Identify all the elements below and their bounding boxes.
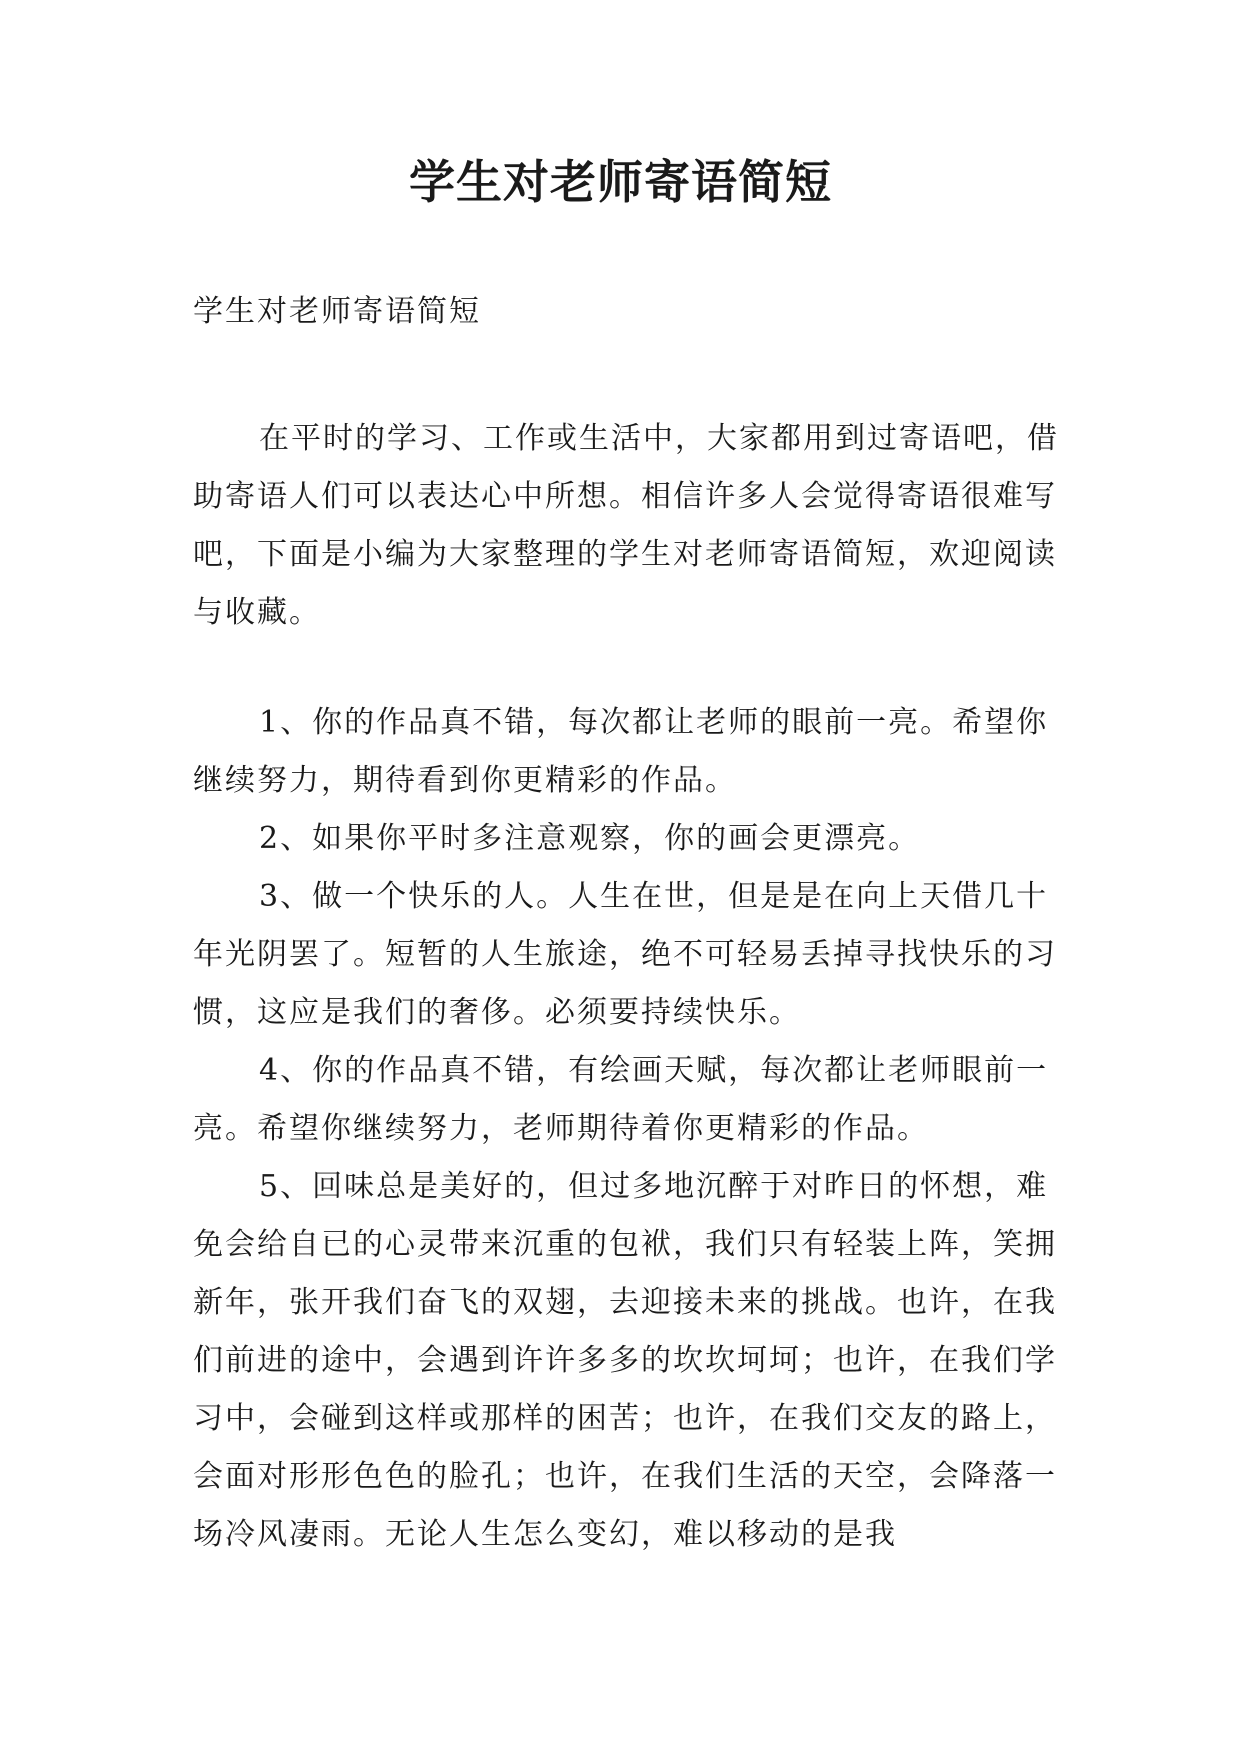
message-list (193, 694, 1063, 1564)
message-item-5: 5、回味总是美好的，但过多地沉醉于对昨日的怀想，难免会给自已的心灵带来沉重的包袱，我们只有轻装上阵，笑拥新年，张开我们奋飞的双翅，去迎接未来的挑战。也许，在我们前进的途中，会遇到许许多多的坎坎坷坷；也许，在我们学习中，会碰到这样或那样的困苦；也许，在我们交友的路上，会面对形形色色的脸孔；也许，在我们生活的天空，会降落一场冷风凄雨。无论人生怎么变幻，难以移动的是我 (193, 1169, 1057, 1552)
document-title: 学生对老师寄语简短 (409, 155, 832, 209)
message-item-4: 4、你的作品真不错，有绘画天赋，每次都让老师眼前一亮。希望你继续努力，老师期待着你更精彩的作品。 (193, 1053, 1049, 1146)
message-item-3: 3、做一个快乐的人。人生在世，但是是在向上天借几十年光阴罢了。短暂的人生旅途，绝不可轻易丢掉寻找快乐的习惯，这应是我们的奢侈。必须要持续快乐。 (193, 879, 1057, 1030)
intro-section (193, 410, 1063, 642)
intro-paragraph: 在平时的学习、工作或生活中，大家都用到过寄语吧，借助寄语人们可以表达心中所想。相信许多人会觉得寄语很难写吧，下面是小编为大家整理的学生对老师寄语简短，欢迎阅读与收藏。 (193, 421, 1059, 630)
message-item-1: 1、你的作品真不错，每次都让老师的眼前一亮。希望你继续努力，期待看到你更精彩的作品。 (193, 705, 1049, 798)
message-item-2: 2、如果你平时多注意观察，你的画会更漂亮。 (259, 821, 921, 856)
document-subtitle: 学生对老师寄语简短 (193, 294, 481, 329)
